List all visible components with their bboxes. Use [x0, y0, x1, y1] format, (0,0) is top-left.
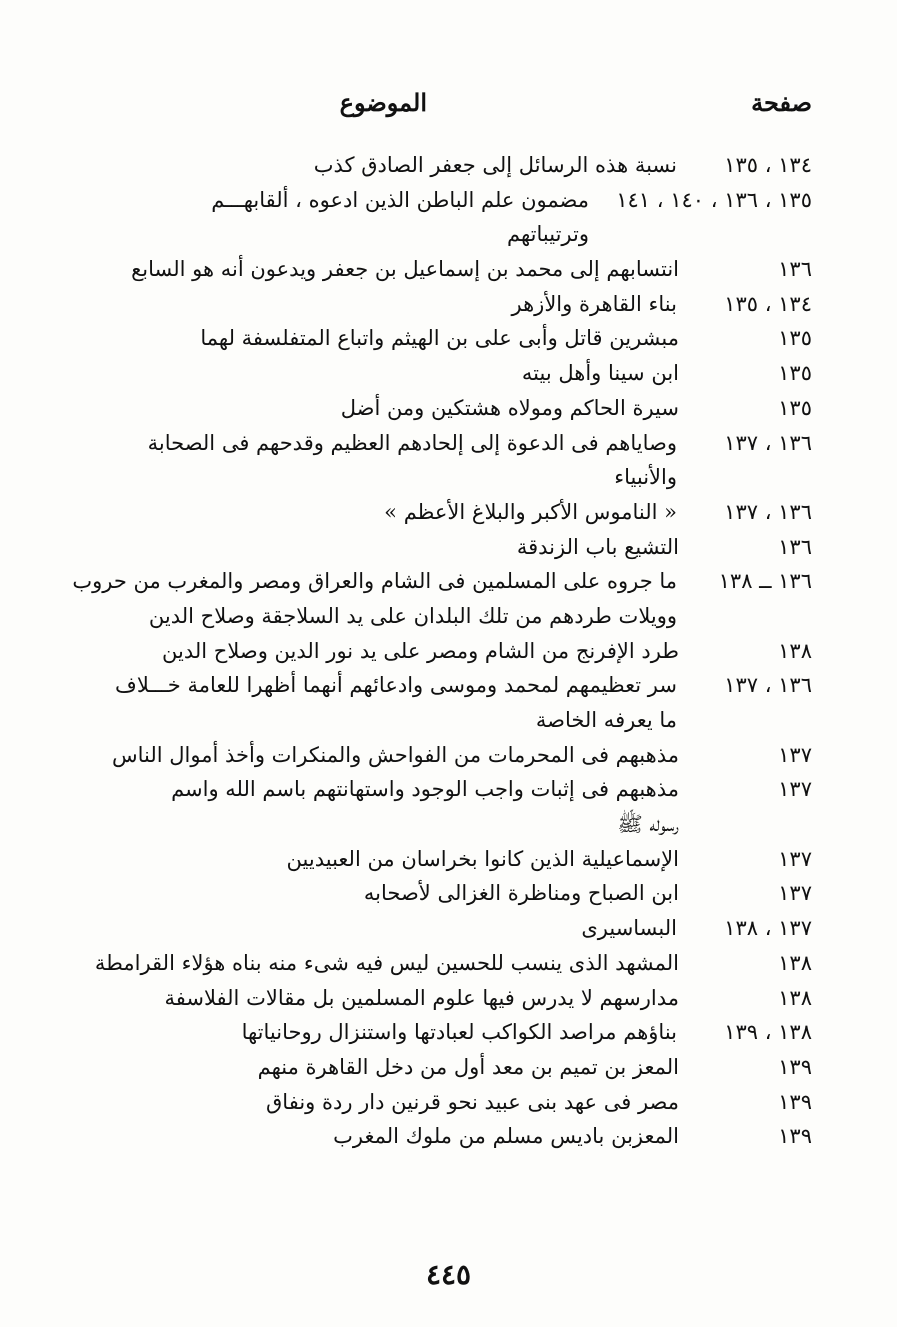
entry-pages: ١٣٥	[778, 326, 812, 351]
entry-text: ابن الصباح ومناظرة الغزالى لأصحابه	[363, 881, 679, 906]
toc-list	[0, 148, 897, 1154]
entry-text: طرد الإفرنج من الشام ومصر على يد نور الدين وصلاح الدين	[162, 638, 679, 663]
toc-entry-line	[0, 460, 897, 495]
toc-entry-line	[0, 356, 897, 391]
toc-entry-line	[0, 946, 897, 981]
entry-pages: ١٣٨ ، ١٣٩	[724, 1020, 812, 1045]
toc-entry-line	[0, 426, 897, 461]
entry-text: وصاياهم فى الدعوة إلى إلحادهم العظيم وقدحهم فى الصحابة	[147, 430, 677, 455]
entry-pages: ١٣٥	[778, 395, 812, 420]
entry-text: بناء القاهرة والأزهر	[511, 291, 677, 316]
entry-pages: ١٣٧	[778, 777, 812, 802]
toc-entry-line	[0, 599, 897, 634]
toc-entry-line	[0, 981, 897, 1016]
toc-entry-line	[0, 911, 897, 946]
toc-entry-line	[0, 703, 897, 738]
entry-pages: ١٣٧	[778, 881, 812, 906]
entry-text: وويلات طردهم من تلك البلدان على يد السلاجقة وصلاح الدين	[148, 603, 677, 628]
toc-entry-line	[0, 530, 897, 565]
entry-text: انتسابهم إلى محمد بن إسماعيل بن جعفر ويدعون أنه هو السابع	[131, 257, 679, 282]
toc-entry-line	[0, 772, 897, 807]
toc-entry-line	[0, 807, 897, 842]
entry-text: مذهبهم فى المحرمات من الفواحش والمنكرات وأخذ أموال الناس	[112, 742, 679, 767]
toc-entry-line	[0, 738, 897, 773]
entry-text: بناؤهم مراصد الكواكب لعبادتها واستنزال روحانياتها	[241, 1020, 677, 1045]
entry-pages: ١٣٤ ، ١٣٥	[724, 153, 812, 177]
toc-entry-line	[0, 183, 897, 218]
toc-entry-line	[0, 252, 897, 287]
toc-entry-line	[0, 495, 897, 530]
entry-text: مضمون علم الباطن الذين ادعوه ، ألقابهـــم	[211, 187, 589, 212]
toc-entry-line	[0, 148, 897, 183]
entry-pages: ١٣٦	[778, 257, 812, 282]
page-number: ٤٤٥	[425, 1258, 472, 1291]
toc-entry-line	[0, 391, 897, 426]
toc-entry-line	[0, 842, 897, 877]
entry-pages: ١٣٨	[778, 638, 812, 663]
entry-text: وترتيباتهم	[507, 222, 589, 247]
entry-text: سر تعظيمهم لمحمد وموسى وادعائهم أنهما أظهرا للعامة خـــلاف	[115, 673, 677, 698]
toc-entry-line	[0, 1050, 897, 1085]
entry-pages: ١٣٩	[778, 1054, 812, 1079]
entry-pages: ١٣٦ ، ١٣٧	[724, 430, 812, 455]
entry-text: والأنبياء	[614, 465, 677, 490]
entry-text: مدارسهم لا يدرس فيها علوم المسلمين بل مقالات الفلاسفة	[164, 985, 679, 1010]
entry-text: « الناموس الأكبر والبلاغ الأعظم »	[384, 499, 677, 524]
toc-entry-line	[0, 321, 897, 356]
toc-entry-line	[0, 634, 897, 669]
entry-text: ما يعرفه الخاصة	[535, 708, 677, 732]
entry-text: مبشرين قاتل وأبى على بن الهيثم واتباع المتفلسفة لهما	[200, 326, 679, 351]
entry-pages: ١٣٦ ــ ١٣٨	[718, 569, 812, 594]
toc-entry-line	[0, 1015, 897, 1050]
entry-text: التشيع باب الزندقة	[516, 534, 679, 559]
entry-pages: ١٣٧	[778, 846, 812, 871]
entry-text: سيرة الحاكم ومولاه هشتكين ومن أضل	[340, 395, 679, 420]
entry-text: البساسيرى	[581, 916, 677, 941]
entry-pages: ١٣٧ ، ١٣٨	[724, 916, 812, 941]
entry-text: ابن سينا وأهل بيته	[521, 361, 679, 386]
entry-pages: ١٣٨	[778, 950, 812, 975]
topic-column-header: الموضوع	[339, 88, 427, 117]
entry-text: المعز بن تميم بن معد أول من دخل القاهرة منهم	[257, 1054, 679, 1079]
entry-text: المشهد الذى ينسب للحسين ليس فيه شىء منه بناه هؤلاء القرامطة	[94, 950, 679, 975]
entry-pages: ١٣٨	[778, 985, 812, 1010]
entry-pages: ١٣٩	[778, 1089, 812, 1114]
entry-text: نسبة هذه الرسائل إلى جعفر الصادق كذب	[313, 153, 677, 177]
toc-entry-line	[0, 217, 897, 252]
entry-pages: ١٣٥	[778, 361, 812, 386]
entry-pages: ١٣٦ ، ١٣٧	[724, 499, 812, 524]
entry-text: المعزبن باديس مسلم من ملوك المغرب	[333, 1124, 679, 1149]
entry-text: رسوله ﷺ	[617, 812, 679, 837]
entry-pages: ١٣٩	[778, 1124, 812, 1149]
toc-entry-line	[0, 1119, 897, 1154]
toc-entry-line	[0, 668, 897, 703]
page-column-header: صفحة	[751, 88, 812, 117]
entry-text: مصر فى عهد بنى عبيد نحو قرنين دار ردة ونفاق	[266, 1089, 679, 1114]
toc-entry-line	[0, 1085, 897, 1120]
entry-pages: ١٣٧	[778, 742, 812, 767]
entry-text: مذهبهم فى إثبات واجب الوجود واستهانتهم باسم الله واسم	[171, 777, 679, 802]
entry-pages: ١٣٤ ، ١٣٥	[724, 291, 812, 316]
entry-pages: ١٣٥ ، ١٣٦ ، ١٤٠ ، ١٤١	[616, 187, 812, 212]
toc-entry-line	[0, 564, 897, 599]
entry-text: الإسماعيلية الذين كانوا بخراسان من العبيديين	[286, 846, 679, 871]
entry-pages: ١٣٦ ، ١٣٧	[724, 673, 812, 698]
entry-pages: ١٣٦	[778, 534, 812, 559]
toc-entry-line	[0, 287, 897, 322]
toc-entry-line	[0, 876, 897, 911]
entry-text: ما جروه على المسلمين فى الشام والعراق ومصر والمغرب من حروب	[72, 569, 677, 594]
